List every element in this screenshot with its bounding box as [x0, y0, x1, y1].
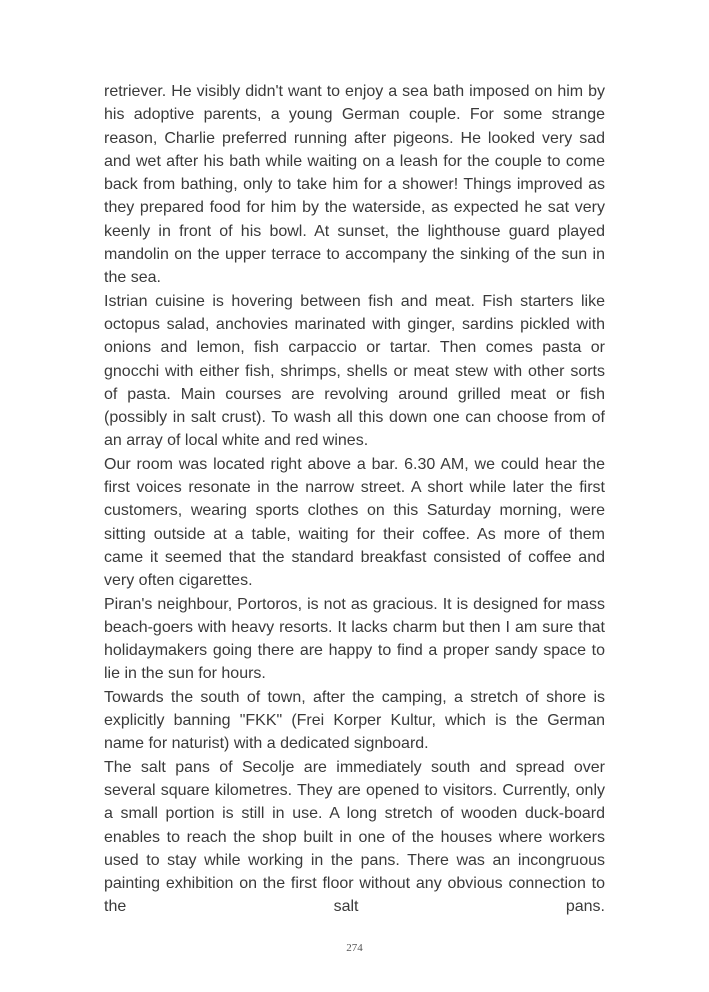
paragraph-fkk-signboard: Towards the south of town, after the camping, a stretch of shore is explicitly banning "FKK" (Frei Korper Kultur, which is the German name for naturist) with a dedicated signboard. [104, 688, 605, 753]
paragraph-retriever: retriever. He visibly didn't want to enjoy a sea bath imposed on him by his adoptive parents, a young German couple. For some strange reason, Charlie preferred running after pigeons. He looked very sad and wet after his bath while waiting on a leash for the couple to come back from bathing, only to take him for a shower! Things improved as they prepared food for him by the waterside, as expected he sat very keenly in front of his bowl. At sunset, the lighthouse guard played mandolin on the upper terrace to accompany the sinking of the sun in the sea. [104, 83, 605, 287]
page-number: 274 [346, 942, 363, 954]
paragraph-salt-pans: The salt pans of Secolje are immediately south and spread over several square kilometres. They are opened to visitors. Currently, only a small portion is still in use. A long stretch of wooden duck-board enables to reach the shop built in one of the houses where workers used to stay while working in the pans. There was an incongruous painting exhibition on the first floor without any obvious connection to the salt pans. [104, 758, 605, 916]
paragraph-istrian-cuisine: Istrian cuisine is hovering between fish and meat. Fish starters like octopus salad, anchovies marinated with ginger, sardins pickled with onions and lemon, fish carpaccio or tartar. Then comes pasta or gnocchi with either fish, shrimps, shells or meat stew with other sorts of pasta. Main courses are revolving around grilled meat or fish (possibly in salt crust). To wash all this down one can choose from of an array of local white and red wines. [104, 292, 605, 450]
paragraph-portoros: Piran's neighbour, Portoros, is not as gracious. It is designed for mass beach-goers with heavy resorts. It lacks charm but then I am sure that holidaymakers going there are happy to find a proper sandy space to lie in the sun for hours. [104, 595, 605, 683]
paragraph-room-above-bar: Our room was located right above a bar. 6.30 AM, we could hear the first voices resonate in the narrow street. A short while later the first customers, wearing sports clothes on this Saturday morning, were sitting outside at a table, waiting for their coffee. As more of them came it seemed that the standard breakfast consisted of coffee and very often cigarettes. [104, 455, 605, 590]
document-body [104, 80, 605, 919]
